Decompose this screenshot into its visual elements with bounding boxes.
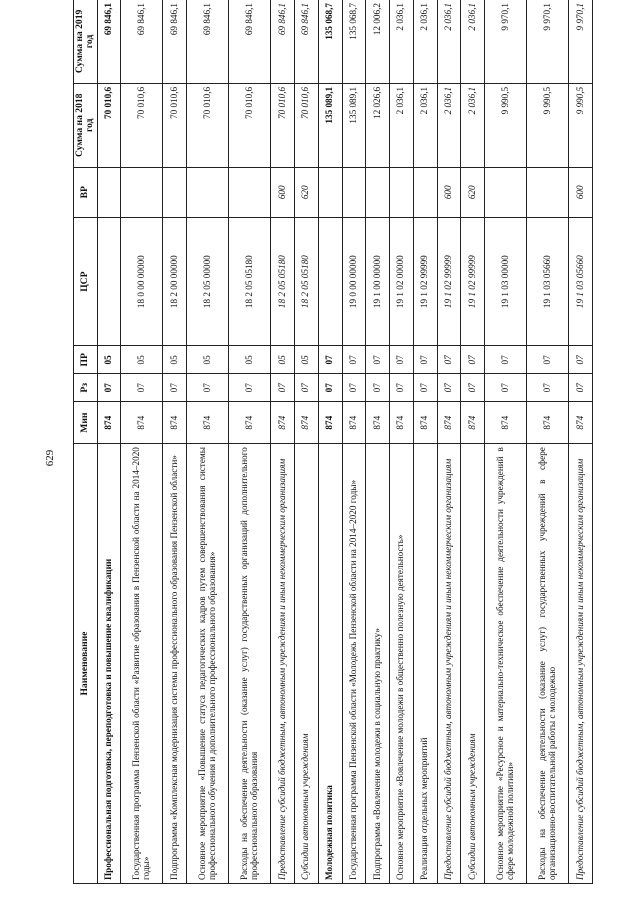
table-row [485,0,527,884]
cell-csr: 19 0 00 00000 [342,217,366,345]
cell-min: 874 [121,402,163,444]
table-body [97,0,592,884]
cell-name: Предоставление субсидий бюджетным, автономным учреждениям и иным некоммерческим организациям [271,444,295,884]
table-row [163,0,187,884]
table-row [318,0,342,884]
cell-name: Основное мероприятие «Вовлечение молодежи в общественно полезную деятельность» [390,444,414,884]
cell-vr: 620 [461,167,485,217]
cell-vr: 620 [295,167,319,217]
cell-sum-2018: 2 036,1 [413,83,437,167]
cell-vr: 600 [437,167,461,217]
cell-min: 874 [413,402,437,444]
cell-csr [318,217,342,345]
cell-sum-2018: 70 010,6 [121,83,163,167]
cell-name: Подпрограмма «Вовлечение молодежи в социальную практику» [366,444,390,884]
cell-vr [366,167,390,217]
cell-csr: 19 1 03 05660 [569,217,593,345]
cell-pr: 05 [187,346,229,374]
budget-table-container [73,0,593,884]
cell-csr: 18 2 05 00000 [187,217,229,345]
cell-min: 874 [569,402,593,444]
table-row [229,0,271,884]
table-row [437,0,461,884]
cell-sum-2019: 9 970,1 [485,0,527,83]
cell-csr: 18 2 00 00000 [163,217,187,345]
cell-sum-2019: 69 846,1 [97,0,121,83]
table-row [527,0,569,884]
cell-rz: 07 [163,374,187,402]
cell-pr: 07 [461,346,485,374]
cell-sum-2019: 2 036,1 [413,0,437,83]
cell-pr: 07 [366,346,390,374]
cell-csr: 19 1 03 05660 [527,217,569,345]
cell-csr: 18 2 05 05180 [295,217,319,345]
cell-rz: 07 [485,374,527,402]
cell-rz: 07 [318,374,342,402]
table-row [97,0,121,884]
cell-pr: 05 [97,346,121,374]
cell-rz: 07 [295,374,319,402]
table-row [390,0,414,884]
cell-vr [527,167,569,217]
cell-min: 874 [229,402,271,444]
cell-sum-2018: 135 089,1 [342,83,366,167]
cell-name: Расходы на обеспечение деятельности (оказание услуг) государственных организаций дополнительного профессионального образования [229,444,271,884]
cell-sum-2019: 2 036,1 [437,0,461,83]
cell-sum-2019: 12 006,2 [366,0,390,83]
cell-rz: 07 [342,374,366,402]
cell-vr [318,167,342,217]
cell-pr: 05 [163,346,187,374]
cell-pr: 07 [527,346,569,374]
cell-rz: 07 [366,374,390,402]
cell-name: Профессиональная подготовка, переподготовка и повышение квалификации [97,444,121,884]
cell-vr [413,167,437,217]
table-header-row [74,0,98,884]
cell-sum-2018: 70 010,6 [295,83,319,167]
cell-rz: 07 [390,374,414,402]
cell-min: 874 [187,402,229,444]
budget-table [73,0,593,884]
cell-sum-2018: 70 010,6 [187,83,229,167]
cell-rz: 07 [121,374,163,402]
header-name: Наименование [74,444,98,884]
cell-csr: 18 2 05 05180 [271,217,295,345]
cell-pr: 05 [121,346,163,374]
cell-min: 874 [163,402,187,444]
table-row [366,0,390,884]
cell-rz: 07 [569,374,593,402]
cell-name: Предоставление субсидий бюджетным, автономным учреждениям и иным некоммерческим организациям [437,444,461,884]
cell-min: 874 [390,402,414,444]
cell-sum-2018: 70 010,6 [97,83,121,167]
cell-sum-2019: 69 846,1 [163,0,187,83]
cell-min: 874 [271,402,295,444]
cell-rz: 07 [97,374,121,402]
cell-rz: 07 [437,374,461,402]
cell-csr: 19 1 03 00000 [485,217,527,345]
cell-pr: 07 [390,346,414,374]
cell-name: Молодежная политика [318,444,342,884]
cell-vr: 600 [271,167,295,217]
cell-sum-2018: 2 036,1 [461,83,485,167]
cell-sum-2018: 2 036,1 [437,83,461,167]
cell-sum-2019: 2 036,1 [390,0,414,83]
cell-name: Расходы на обеспечение деятельности (оказание услуг) государственных учреждений в сфере организационно-воспитательной работы с молодежью [527,444,569,884]
page-number: 629 [44,449,56,467]
cell-csr: 18 0 00 00000 [121,217,163,345]
header-rz: Рз [74,374,98,402]
cell-pr: 05 [271,346,295,374]
table-row [461,0,485,884]
cell-vr [187,167,229,217]
cell-name: Предоставление субсидий бюджетным, автономным учреждениям и иным некоммерческим организациям [569,444,593,884]
cell-sum-2019: 135 068,7 [342,0,366,83]
cell-rz: 07 [413,374,437,402]
header-min: Мин [74,402,98,444]
cell-name: Субсидии автономным учреждениям [461,444,485,884]
cell-sum-2018: 9 990,5 [527,83,569,167]
cell-min: 874 [461,402,485,444]
header-pr: ПР [74,346,98,374]
header-sum-2018: Сумма на 2018 год [74,83,98,167]
cell-min: 874 [366,402,390,444]
cell-min: 874 [295,402,319,444]
cell-pr: 07 [342,346,366,374]
cell-vr: 600 [569,167,593,217]
cell-name: Реализация отдельных мероприятий [413,444,437,884]
cell-sum-2019: 69 846,1 [229,0,271,83]
cell-sum-2018: 70 010,6 [229,83,271,167]
cell-min: 874 [97,402,121,444]
cell-vr [229,167,271,217]
cell-vr [121,167,163,217]
cell-sum-2018: 135 089,1 [318,83,342,167]
table-row [413,0,437,884]
cell-rz: 07 [461,374,485,402]
cell-csr: 19 1 02 00000 [390,217,414,345]
cell-min: 874 [318,402,342,444]
cell-rz: 07 [229,374,271,402]
cell-min: 874 [485,402,527,444]
table-row [271,0,295,884]
cell-sum-2018: 9 990,5 [569,83,593,167]
cell-pr: 07 [485,346,527,374]
cell-name: Субсидии автономным учреждениям [295,444,319,884]
table-row [295,0,319,884]
cell-name: Основное мероприятие «Повышение статуса педагогических кадров путем совершенствования системы профессионального обучения и дополнительного профессионального образования» [187,444,229,884]
table-row [187,0,229,884]
cell-min: 874 [527,402,569,444]
cell-pr: 07 [569,346,593,374]
cell-sum-2018: 70 010,6 [271,83,295,167]
cell-csr: 19 1 02 99999 [437,217,461,345]
cell-csr: 18 2 05 05180 [229,217,271,345]
table-row [569,0,593,884]
cell-sum-2019: 9 970,1 [569,0,593,83]
cell-name: Подпрограмма «Комплексная модернизация системы профессионального образования Пензенской области» [163,444,187,884]
cell-min: 874 [342,402,366,444]
header-sum-2019: Сумма на 2019 год [74,0,98,83]
cell-pr: 07 [318,346,342,374]
cell-sum-2019: 69 846,1 [271,0,295,83]
cell-rz: 07 [527,374,569,402]
cell-sum-2018: 12 026,6 [366,83,390,167]
cell-vr [97,167,121,217]
cell-pr: 05 [295,346,319,374]
cell-rz: 07 [187,374,229,402]
cell-name: Государственная программа Пензенской области «Развитие образования в Пензенской области на 2014–2020 годы» [121,444,163,884]
cell-pr: 05 [229,346,271,374]
cell-pr: 07 [437,346,461,374]
cell-rz: 07 [271,374,295,402]
cell-vr [342,167,366,217]
cell-sum-2018: 70 010,6 [163,83,187,167]
cell-sum-2019: 69 846,1 [295,0,319,83]
cell-name: Государственная программа Пензенской области «Молодежь Пензенской области на 2014–2020 годы» [342,444,366,884]
cell-pr: 07 [413,346,437,374]
cell-name: Основное мероприятие «Ресурсное и материально-техническое обеспечение деятельности учреждений в сфере молодежной политики» [485,444,527,884]
cell-sum-2019: 69 846,1 [187,0,229,83]
header-csr: ЦСР [74,217,98,345]
cell-sum-2019: 135 068,7 [318,0,342,83]
cell-sum-2019: 69 846,1 [121,0,163,83]
table-row [342,0,366,884]
table-row [121,0,163,884]
header-vr: ВР [74,167,98,217]
cell-sum-2018: 2 036,1 [390,83,414,167]
cell-sum-2019: 2 036,1 [461,0,485,83]
cell-csr: 19 1 02 99999 [413,217,437,345]
cell-vr [485,167,527,217]
cell-min: 874 [437,402,461,444]
cell-csr [97,217,121,345]
cell-csr: 19 1 02 99999 [461,217,485,345]
cell-vr [163,167,187,217]
cell-sum-2018: 9 990,5 [485,83,527,167]
cell-vr [390,167,414,217]
cell-sum-2019: 9 970,1 [527,0,569,83]
cell-csr: 19 1 00 00000 [366,217,390,345]
